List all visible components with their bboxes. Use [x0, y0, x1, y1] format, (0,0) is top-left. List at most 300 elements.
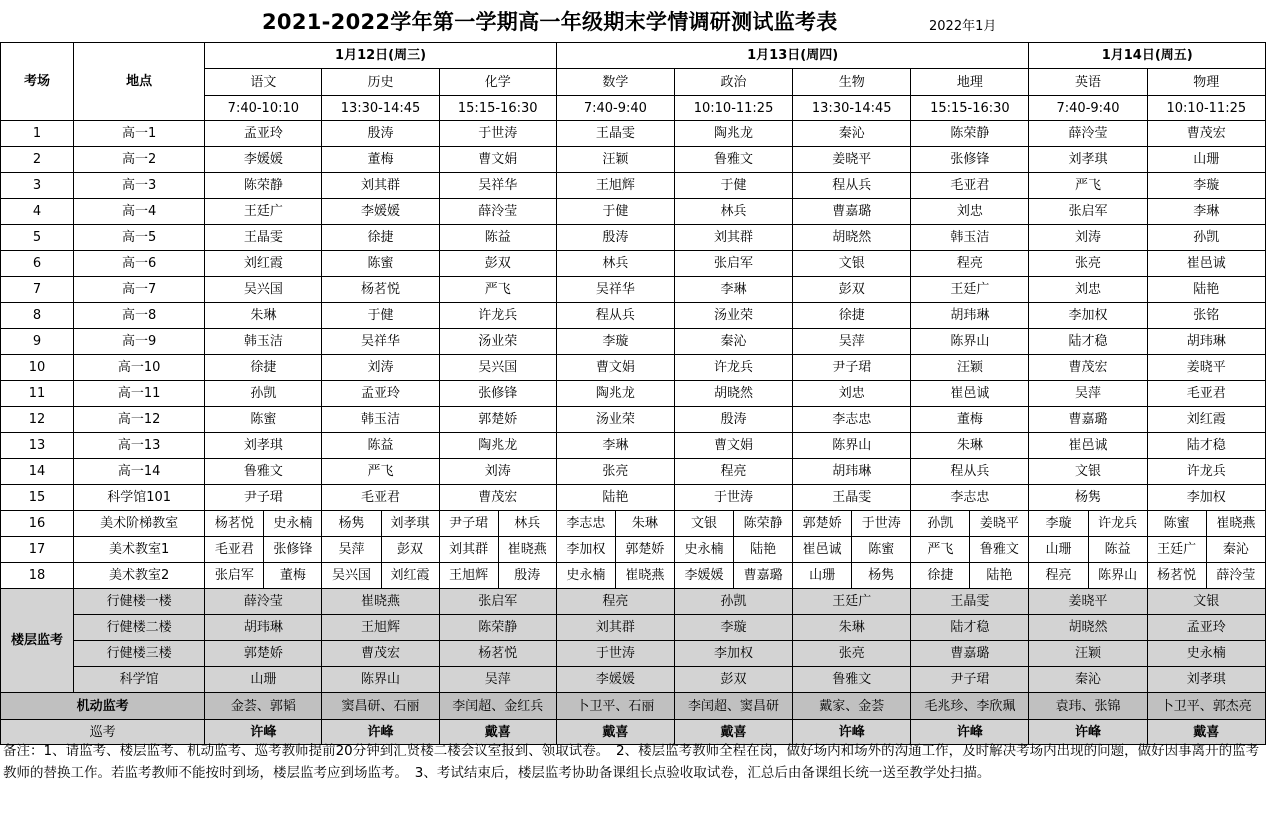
proctor-cell: 吴祥华: [439, 173, 556, 199]
proctor-cell: 李加权: [1029, 303, 1147, 329]
proctor-cell: 曹嘉璐: [1029, 407, 1147, 433]
proctor-cell: 杨隽: [322, 511, 381, 537]
proctor-cell: 薛泠莹: [439, 199, 556, 225]
proctor-cell: 鲁雅文: [205, 459, 322, 485]
proctor-cell: 张启军: [1029, 199, 1147, 225]
room-location: 美术教室1: [74, 537, 205, 563]
header-subject: 物理: [1147, 69, 1265, 96]
floor-proctor-cell: 汪颖: [1029, 641, 1147, 667]
proctor-cell: 朱琳: [615, 511, 674, 537]
proctor-cell: 陶兆龙: [556, 381, 674, 407]
floor-proctor-cell: 李媛媛: [556, 667, 674, 693]
floor-proctor-cell: 王旭辉: [322, 615, 439, 641]
room-number: 8: [1, 303, 74, 329]
proctor-cell: 曹茂宏: [439, 485, 556, 511]
room-location: 高一12: [74, 407, 205, 433]
proctor-cell: 陆艳: [556, 485, 674, 511]
header-time: 13:30-14:45: [793, 96, 911, 121]
proctor-cell: 杨茗悦: [322, 277, 439, 303]
header-day: 1月12日(周三): [205, 43, 557, 69]
header-time: 15:15-16:30: [911, 96, 1029, 121]
proctor-cell: 于世涛: [674, 485, 792, 511]
proctor-cell: 吴兴国: [322, 563, 381, 589]
room-location: 科学馆101: [74, 485, 205, 511]
proctor-cell: 陆艳: [1147, 277, 1265, 303]
proctor-cell: 郭楚娇: [439, 407, 556, 433]
proctor-cell: 李志忠: [793, 407, 911, 433]
proctor-cell: 王晶雯: [205, 225, 322, 251]
proctor-cell: 崔邑诚: [1147, 251, 1265, 277]
proctor-cell: 胡晓然: [793, 225, 911, 251]
proctor-cell: 许龙兵: [674, 355, 792, 381]
mobile-proctor-cell: 李闰超、金红兵: [439, 693, 556, 720]
proctor-cell: 陈益: [1088, 537, 1147, 563]
proctor-cell: 程从兵: [793, 173, 911, 199]
proctor-cell: 王廷广: [911, 277, 1029, 303]
proctor-cell: 毛亚君: [911, 173, 1029, 199]
room-number: 6: [1, 251, 74, 277]
proctor-cell: 姜晓平: [1147, 355, 1265, 381]
room-location: 美术阶梯教室: [74, 511, 205, 537]
floor-proctor-cell: 王廷广: [793, 589, 911, 615]
proctor-cell: 严飞: [439, 277, 556, 303]
proctor-cell: 林兵: [556, 251, 674, 277]
proctor-cell: 于健: [674, 173, 792, 199]
header-subject: 生物: [793, 69, 911, 96]
proctor-cell: 刘孝琪: [205, 433, 322, 459]
proctor-cell: 程亮: [674, 459, 792, 485]
proctor-cell: 崔邑诚: [1029, 433, 1147, 459]
proctor-cell: 尹子珺: [205, 485, 322, 511]
proctor-cell: 董梅: [322, 147, 439, 173]
header-subject: 英语: [1029, 69, 1147, 96]
proctor-cell: 毛亚君: [1147, 381, 1265, 407]
proctor-cell: 彭双: [381, 537, 439, 563]
proctor-cell: 陶兆龙: [674, 121, 792, 147]
proctor-cell: 刘忠: [911, 199, 1029, 225]
proctor-cell: 陈界山: [911, 329, 1029, 355]
patrol-cell: 戴喜: [674, 720, 792, 745]
proctor-cell: 陈荣静: [205, 173, 322, 199]
header-subject: 政治: [674, 69, 792, 96]
floor-proctor-cell: 陈界山: [322, 667, 439, 693]
proctor-cell: 郭楚娇: [615, 537, 674, 563]
proctor-cell: 吴萍: [322, 537, 381, 563]
proctor-cell: 李璇: [1029, 511, 1088, 537]
proctor-cell: 陈益: [439, 225, 556, 251]
proctor-cell: 李璇: [1147, 173, 1265, 199]
floor-proctor-cell: 李璇: [674, 615, 792, 641]
proctor-cell: 杨隽: [1029, 485, 1147, 511]
room-number: 17: [1, 537, 74, 563]
proctor-cell: 毛亚君: [205, 537, 264, 563]
room-number: 11: [1, 381, 74, 407]
proctor-cell: 史永楠: [264, 511, 322, 537]
mobile-proctor-cell: 窦昌研、石丽: [322, 693, 439, 720]
proctor-cell: 刘孝琪: [1029, 147, 1147, 173]
schedule-table: [0, 42, 1266, 745]
proctor-cell: 曹嘉璐: [734, 563, 793, 589]
proctor-cell: 徐捷: [205, 355, 322, 381]
floor-proctor-cell: 朱琳: [793, 615, 911, 641]
proctor-cell: 韩玉洁: [911, 225, 1029, 251]
header-time: 15:15-16:30: [439, 96, 556, 121]
proctor-cell: 曹嘉璐: [793, 199, 911, 225]
header-day: 1月13日(周四): [556, 43, 1029, 69]
room-location: 美术教室2: [74, 563, 205, 589]
proctor-cell: 刘红霞: [205, 251, 322, 277]
floor-proctor-cell: 张启军: [439, 589, 556, 615]
proctor-cell: 严飞: [1029, 173, 1147, 199]
proctor-cell: 严飞: [322, 459, 439, 485]
proctor-cell: 崔邑诚: [793, 537, 852, 563]
proctor-cell: 陈蜜: [205, 407, 322, 433]
proctor-cell: 董梅: [264, 563, 322, 589]
room-number: 15: [1, 485, 74, 511]
proctor-cell: 薛泠莹: [1206, 563, 1265, 589]
proctor-cell: 山珊: [793, 563, 852, 589]
proctor-cell: 尹子珺: [793, 355, 911, 381]
proctor-cell: 刘其群: [322, 173, 439, 199]
patrol-cell: 许峰: [205, 720, 322, 745]
mobile-proctor-cell: 李闰超、窦昌研: [674, 693, 792, 720]
floor-proctor-cell: 文银: [1147, 589, 1265, 615]
mobile-proctor-cell: 毛兆珍、李欣珮: [911, 693, 1029, 720]
proctor-cell: 杨茗悦: [205, 511, 264, 537]
proctor-cell: 李加权: [1147, 485, 1265, 511]
proctor-cell: 徐捷: [911, 563, 970, 589]
proctor-cell: 韩玉洁: [205, 329, 322, 355]
room-location: 高一1: [74, 121, 205, 147]
floor-proctor-cell: 崔晓燕: [322, 589, 439, 615]
patrol-cell: 许峰: [911, 720, 1029, 745]
proctor-cell: 吴萍: [793, 329, 911, 355]
proctor-cell: 许龙兵: [1147, 459, 1265, 485]
proctor-cell: 陈蜜: [1147, 511, 1206, 537]
proctor-cell: 杨隽: [852, 563, 911, 589]
proctor-cell: 刘涛: [439, 459, 556, 485]
mobile-proctor-cell: 金荟、郭韬: [205, 693, 322, 720]
proctor-cell: 陶兆龙: [439, 433, 556, 459]
proctor-cell: 刘涛: [1029, 225, 1147, 251]
mobile-proctor-cell: 卜卫平、石丽: [556, 693, 674, 720]
proctor-cell: 史永楠: [556, 563, 615, 589]
proctor-cell: 刘忠: [1029, 277, 1147, 303]
proctor-cell: 毛亚君: [322, 485, 439, 511]
proctor-cell: 张亮: [556, 459, 674, 485]
proctor-cell: 王晶雯: [793, 485, 911, 511]
proctor-cell: 文银: [674, 511, 733, 537]
proctor-cell: 李志忠: [556, 511, 615, 537]
proctor-cell: 彭双: [439, 251, 556, 277]
proctor-cell: 殷涛: [498, 563, 556, 589]
proctor-cell: 吴祥华: [322, 329, 439, 355]
proctor-cell: 朱琳: [911, 433, 1029, 459]
proctor-cell: 李媛媛: [322, 199, 439, 225]
proctor-cell: 尹子珺: [439, 511, 498, 537]
header-time: 10:10-11:25: [674, 96, 792, 121]
room-location: 高一11: [74, 381, 205, 407]
proctor-cell: 董梅: [911, 407, 1029, 433]
proctor-cell: 于世涛: [439, 121, 556, 147]
room-location: 高一5: [74, 225, 205, 251]
proctor-cell: 史永楠: [674, 537, 733, 563]
proctor-cell: 程亮: [1029, 563, 1088, 589]
mobile-proctor-cell: 卜卫平、郭杰亮: [1147, 693, 1265, 720]
proctor-cell: 刘红霞: [381, 563, 439, 589]
proctor-cell: 许龙兵: [1088, 511, 1147, 537]
proctor-cell: 陈界山: [1088, 563, 1147, 589]
header-time: 7:40-10:10: [205, 96, 322, 121]
floor-proctor-cell: 曹嘉璐: [911, 641, 1029, 667]
header-subject: 语文: [205, 69, 322, 96]
floor-proctor-cell: 吴萍: [439, 667, 556, 693]
proctor-cell: 张修锋: [911, 147, 1029, 173]
header-time: 10:10-11:25: [1147, 96, 1265, 121]
floor-supervision-label: 楼层监考: [1, 589, 74, 693]
floor-location: 行健楼二楼: [74, 615, 205, 641]
floor-proctor-cell: 曹茂宏: [322, 641, 439, 667]
proctor-cell: 王旭辉: [439, 563, 498, 589]
header-subject: 数学: [556, 69, 674, 96]
room-number: 16: [1, 511, 74, 537]
room-number: 10: [1, 355, 74, 381]
room-number: 5: [1, 225, 74, 251]
proctor-cell: 陈界山: [793, 433, 911, 459]
floor-proctor-cell: 于世涛: [556, 641, 674, 667]
header-location: 地点: [74, 43, 205, 121]
floor-proctor-cell: 杨茗悦: [439, 641, 556, 667]
room-number: 18: [1, 563, 74, 589]
patrol-cell: 许峰: [1029, 720, 1147, 745]
proctor-cell: 文银: [793, 251, 911, 277]
proctor-cell: 胡玮琳: [1147, 329, 1265, 355]
patrol-cell: 许峰: [322, 720, 439, 745]
proctor-cell: 李璇: [556, 329, 674, 355]
proctor-cell: 殷涛: [556, 225, 674, 251]
proctor-cell: 陈蜜: [322, 251, 439, 277]
proctor-cell: 崔晓燕: [498, 537, 556, 563]
proctor-cell: 李志忠: [911, 485, 1029, 511]
room-location: 高一4: [74, 199, 205, 225]
proctor-cell: 王旭辉: [556, 173, 674, 199]
room-location: 高一7: [74, 277, 205, 303]
floor-proctor-cell: 刘孝琪: [1147, 667, 1265, 693]
proctor-cell: 李媛媛: [674, 563, 733, 589]
room-location: 高一2: [74, 147, 205, 173]
proctor-cell: 刘其群: [674, 225, 792, 251]
proctor-cell: 陈荣静: [911, 121, 1029, 147]
proctor-cell: 吴祥华: [556, 277, 674, 303]
proctor-cell: 薛泠莹: [1029, 121, 1147, 147]
proctor-cell: 陈益: [322, 433, 439, 459]
proctor-cell: 吴萍: [1029, 381, 1147, 407]
mobile-proctor-cell: 戴家、金荟: [793, 693, 911, 720]
room-number: 13: [1, 433, 74, 459]
proctor-cell: 孙凯: [1147, 225, 1265, 251]
proctor-cell: 胡晓然: [674, 381, 792, 407]
proctor-cell: 刘红霞: [1147, 407, 1265, 433]
floor-proctor-cell: 陈荣静: [439, 615, 556, 641]
room-number: 3: [1, 173, 74, 199]
proctor-cell: 张铭: [1147, 303, 1265, 329]
header-subject: 地理: [911, 69, 1029, 96]
proctor-cell: 崔晓燕: [1206, 511, 1265, 537]
mobile-supervision-label: 机动监考: [1, 693, 205, 720]
proctor-cell: 于健: [556, 199, 674, 225]
room-location: 高一6: [74, 251, 205, 277]
proctor-cell: 程亮: [911, 251, 1029, 277]
room-number: 4: [1, 199, 74, 225]
header-subject: 历史: [322, 69, 439, 96]
room-number: 9: [1, 329, 74, 355]
proctor-cell: 严飞: [911, 537, 970, 563]
proctor-cell: 王晶雯: [556, 121, 674, 147]
proctor-cell: 山珊: [1147, 147, 1265, 173]
mobile-proctor-cell: 袁玮、张锦: [1029, 693, 1147, 720]
proctor-cell: 汤业荣: [674, 303, 792, 329]
proctor-cell: 李琳: [1147, 199, 1265, 225]
room-location: 高一13: [74, 433, 205, 459]
room-number: 14: [1, 459, 74, 485]
proctor-cell: 李琳: [674, 277, 792, 303]
proctor-cell: 孟亚玲: [205, 121, 322, 147]
room-number: 1: [1, 121, 74, 147]
proctor-cell: 于健: [322, 303, 439, 329]
floor-proctor-cell: 薛泠莹: [205, 589, 322, 615]
header-room: 考场: [1, 43, 74, 121]
proctor-cell: 张修锋: [264, 537, 322, 563]
proctor-cell: 汤业荣: [439, 329, 556, 355]
proctor-cell: 秦沁: [793, 121, 911, 147]
floor-proctor-cell: 胡晓然: [1029, 615, 1147, 641]
room-location: 高一14: [74, 459, 205, 485]
floor-proctor-cell: 山珊: [205, 667, 322, 693]
proctor-cell: 李媛媛: [205, 147, 322, 173]
room-location: 高一3: [74, 173, 205, 199]
page-title: 2021-2022学年第一学期高一年级期末学情调研测试监考表: [262, 10, 838, 34]
header-time: 7:40-9:40: [1029, 96, 1147, 121]
room-number: 7: [1, 277, 74, 303]
floor-location: 行健楼三楼: [74, 641, 205, 667]
proctor-cell: 曹文娟: [674, 433, 792, 459]
floor-proctor-cell: 王晶雯: [911, 589, 1029, 615]
proctor-cell: 彭双: [793, 277, 911, 303]
proctor-cell: 刘其群: [439, 537, 498, 563]
proctor-cell: 汤业荣: [556, 407, 674, 433]
proctor-cell: 朱琳: [205, 303, 322, 329]
proctor-cell: 汪颖: [556, 147, 674, 173]
proctor-cell: 陆才稳: [1147, 433, 1265, 459]
proctor-cell: 张修锋: [439, 381, 556, 407]
floor-proctor-cell: 秦沁: [1029, 667, 1147, 693]
floor-proctor-cell: 尹子珺: [911, 667, 1029, 693]
proctor-cell: 孙凯: [205, 381, 322, 407]
proctor-cell: 胡玮琳: [911, 303, 1029, 329]
proctor-cell: 张启军: [674, 251, 792, 277]
title-bar: [0, 0, 1267, 42]
floor-location: 行健楼一楼: [74, 589, 205, 615]
room-location: 高一10: [74, 355, 205, 381]
floor-proctor-cell: 程亮: [556, 589, 674, 615]
floor-proctor-cell: 陆才稳: [911, 615, 1029, 641]
patrol-cell: 许峰: [793, 720, 911, 745]
proctor-cell: 陈蜜: [852, 537, 911, 563]
proctor-cell: 杨茗悦: [1147, 563, 1206, 589]
proctor-cell: 郭楚娇: [793, 511, 852, 537]
proctor-cell: 张亮: [1029, 251, 1147, 277]
proctor-cell: 李琳: [556, 433, 674, 459]
proctor-cell: 殷涛: [674, 407, 792, 433]
room-number: 2: [1, 147, 74, 173]
floor-proctor-cell: 刘其群: [556, 615, 674, 641]
room-location: 高一9: [74, 329, 205, 355]
header-time: 7:40-9:40: [556, 96, 674, 121]
floor-proctor-cell: 姜晓平: [1029, 589, 1147, 615]
floor-proctor-cell: 张亮: [793, 641, 911, 667]
proctor-cell: 崔晓燕: [615, 563, 674, 589]
proctor-cell: 曹茂宏: [1029, 355, 1147, 381]
proctor-cell: 殷涛: [322, 121, 439, 147]
proctor-cell: 秦沁: [1206, 537, 1265, 563]
proctor-cell: 姜晓平: [793, 147, 911, 173]
floor-location: 科学馆: [74, 667, 205, 693]
header-time: 13:30-14:45: [322, 96, 439, 121]
footnote: 备注：1、请监考、楼层监考、机动监考、巡考教师提前20分钟到汇贤楼二楼会议室报到、领取试卷。 2、楼层监考教师全程在岗，做好场内和场外的沟通工作，及时解决考场内出现的问题，做好因事离开的监考教师的替换工作。若监考教师不能按时到场，楼层监考应到场监考。 3、考试结束后，楼层监考协助备课组长点验收取试卷，汇总后由备课组长统一送至教学处扫描。: [3, 743, 1260, 781]
proctor-cell: 刘涛: [322, 355, 439, 381]
proctor-cell: 徐捷: [322, 225, 439, 251]
patrol-label: 巡考: [1, 720, 205, 745]
proctor-cell: 韩玉洁: [322, 407, 439, 433]
proctor-cell: 文银: [1029, 459, 1147, 485]
proctor-cell: 陆艳: [970, 563, 1029, 589]
proctor-cell: 许龙兵: [439, 303, 556, 329]
proctor-cell: 秦沁: [674, 329, 792, 355]
proctor-cell: 王廷广: [205, 199, 322, 225]
proctor-cell: 孙凯: [911, 511, 970, 537]
proctor-cell: 张启军: [205, 563, 264, 589]
proctor-cell: 孟亚玲: [322, 381, 439, 407]
room-location: 高一8: [74, 303, 205, 329]
proctor-cell: 于世涛: [852, 511, 911, 537]
proctor-cell: 曹文娟: [439, 147, 556, 173]
floor-proctor-cell: 史永楠: [1147, 641, 1265, 667]
proctor-cell: 吴兴国: [439, 355, 556, 381]
proctor-cell: 吴兴国: [205, 277, 322, 303]
patrol-cell: 戴喜: [439, 720, 556, 745]
proctor-cell: 鲁雅文: [674, 147, 792, 173]
proctor-cell: 汪颖: [911, 355, 1029, 381]
patrol-cell: 戴喜: [1147, 720, 1265, 745]
proctor-cell: 刘忠: [793, 381, 911, 407]
proctor-cell: 鲁雅文: [970, 537, 1029, 563]
proctor-cell: 山珊: [1029, 537, 1088, 563]
proctor-cell: 刘孝琪: [381, 511, 439, 537]
title-date: 2022年1月: [929, 19, 997, 34]
patrol-cell: 戴喜: [556, 720, 674, 745]
proctor-cell: 王廷广: [1147, 537, 1206, 563]
floor-proctor-cell: 李加权: [674, 641, 792, 667]
proctor-cell: 陆才稳: [1029, 329, 1147, 355]
floor-proctor-cell: 孙凯: [674, 589, 792, 615]
proctor-cell: 林兵: [498, 511, 556, 537]
proctor-cell: 徐捷: [793, 303, 911, 329]
proctor-cell: 曹茂宏: [1147, 121, 1265, 147]
proctor-cell: 胡玮琳: [793, 459, 911, 485]
proctor-cell: 程从兵: [556, 303, 674, 329]
floor-proctor-cell: 胡玮琳: [205, 615, 322, 641]
floor-proctor-cell: 郭楚娇: [205, 641, 322, 667]
